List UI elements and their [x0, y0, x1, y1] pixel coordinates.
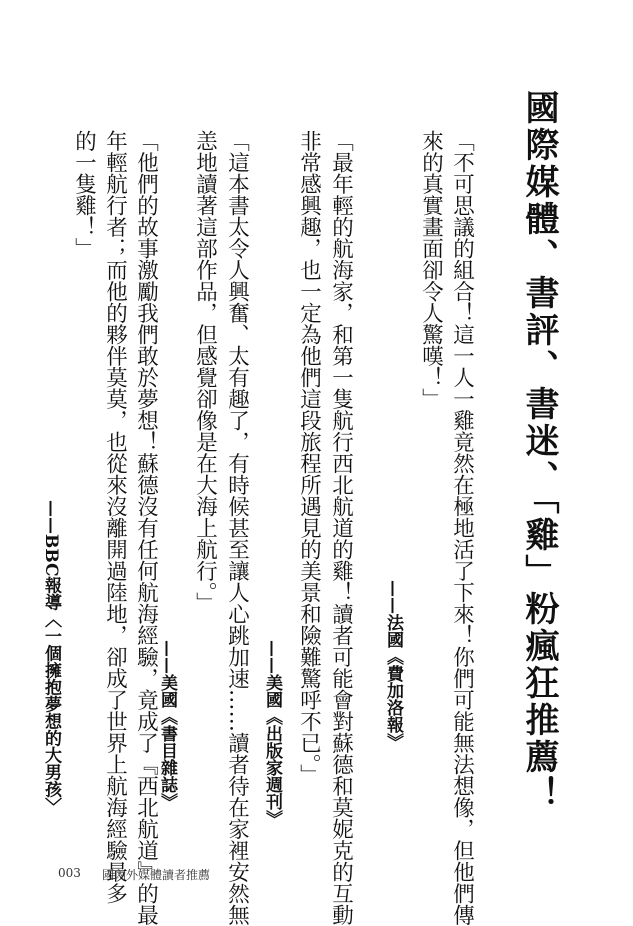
quote-1-line-1: 「不可思議的組合！這一人一雞竟然在極地活了下來！你們可能無法想像，但他們傳 — [449, 130, 475, 926]
quote-3-line-2: 恙地讀著這部作品，但感覺卻像是在大海上航行。」 — [192, 130, 218, 614]
quote-2-line-1: 「最年輕的航海家，和第一隻航行西北航道的雞！讀者可能會對蘇德和莫妮克的互動 — [328, 130, 354, 926]
page-number: 003 — [58, 866, 81, 880]
quote-2-source: ——美國《出版家週刊》 — [262, 640, 282, 827]
section-title: 國內外媒體讀者推薦 — [102, 868, 211, 882]
quote-4-line-2: 年輕航行者；而他的夥伴莫莫，也從來沒離開過陸地，卻成了世界上航海經驗最多 — [102, 130, 128, 904]
quote-2-line-2: 非常感興趣，也一定為他們這段旅程所遇見的美景和險難驚呼不已。」 — [296, 130, 322, 786]
quote-1-line-2: 來的真實畫面卻令人驚嘆！」 — [418, 130, 444, 410]
quote-1-source: ——法國《費加洛報》 — [383, 580, 403, 750]
quote-3-line-1: 「這本書太令人興奮、太有趣了，有時候甚至讓人心跳加速……讀者待在家裡安然無 — [224, 130, 250, 926]
quote-4-line-1: 「他們的故事激勵我們敢於夢想！蘇德沒有任何航海經驗，竟成了『西北航道』的最 — [133, 130, 159, 926]
quote-4-source: ——BBC報導〈一個擁抱夢想的大男孩〉 — [41, 500, 61, 815]
page-footer — [0, 866, 633, 886]
quote-4-line-3: 的一隻雞！」 — [71, 130, 97, 259]
quote-3-source: ——美國《書目雜誌》 — [157, 640, 177, 810]
page-heading: 國際媒體、書評、書迷、「雞」粉瘋狂推薦！ — [519, 90, 559, 813]
